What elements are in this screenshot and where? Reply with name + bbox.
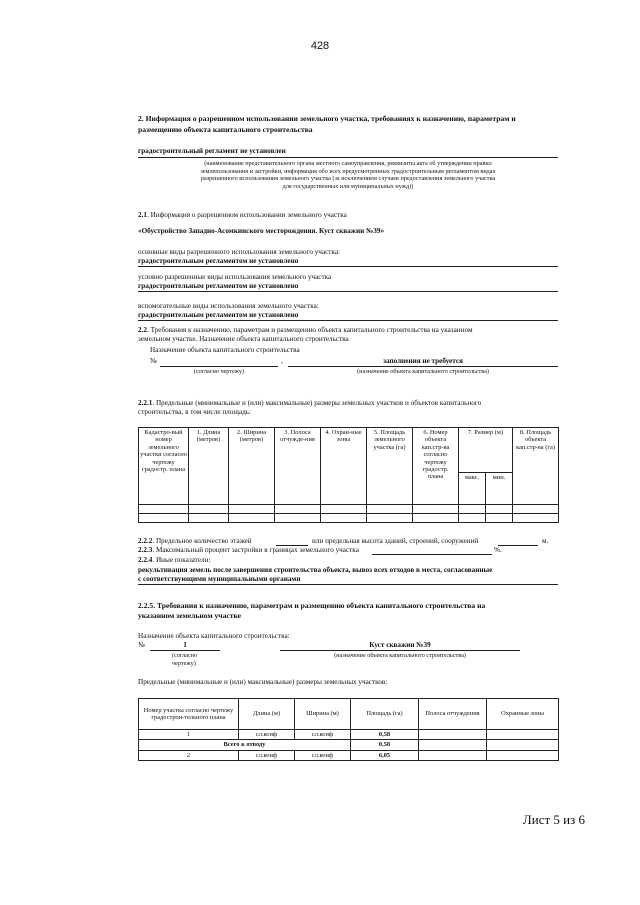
s221-header-cadastral: Кадастро-вый номер земельного участки согласно чертежу градостр. плана xyxy=(139,428,189,505)
s225-caption-left xyxy=(172,652,197,667)
section2-note-line4: для государственных или муниципальных нужд)) xyxy=(282,182,414,190)
s224-underline xyxy=(138,584,558,585)
s225-num-value: 1 xyxy=(183,641,187,649)
s221-text-line2: строительства, в том числе площадь: xyxy=(138,408,252,416)
section2-note-line1: (наименование представительного органа местного самоуправления, реквизиты акта об утверждении правил xyxy=(204,160,492,167)
s224-text: . Иные показатели: xyxy=(152,556,211,564)
s22-name-line xyxy=(288,366,558,367)
s225-row2-area: 6,05 xyxy=(351,750,419,760)
s225-row2-num: 2 xyxy=(139,750,239,760)
s225-row1-num: 1 xyxy=(139,730,239,740)
s225-row2-length: сл.конф xyxy=(239,750,295,760)
s223-num: 2.2.3 xyxy=(138,546,153,554)
s225-header-width: Ширина (м) xyxy=(295,699,351,730)
s224-heading xyxy=(138,556,210,565)
s225-object-value: Куст скважин №39 xyxy=(369,641,431,649)
page-number: 428 xyxy=(310,40,330,52)
s21-main-underline xyxy=(138,266,558,267)
s225-no: № xyxy=(138,641,145,649)
s225-row1-area: 0,58 xyxy=(351,730,419,740)
s225-title-line1: 2.2.5. Требования к назначению, параметрам и размещению объекта капитального строительства на xyxy=(138,601,486,610)
s221-table xyxy=(138,427,559,523)
s21-aux-label: вспомогательные виды использования земельного участка: xyxy=(138,302,319,310)
s22-name-label: Назначение объекта капитального строительства xyxy=(150,346,300,354)
s225-caption-left-line2: чертежу) xyxy=(172,659,196,667)
s21-main-label: основные виды разрешенного использования земельного участка: xyxy=(138,248,341,256)
s224-line1: рекультивация земель после завершения строительства объекта, вывоз всех отходов в места, согласованные xyxy=(138,566,493,574)
s222-unit: м. xyxy=(542,537,549,545)
s21-aux-value: градостроительным регламентом не установлено xyxy=(138,311,299,319)
s223-unit: %. xyxy=(494,546,502,554)
gradreg-underline xyxy=(138,157,558,158)
table-row xyxy=(139,730,559,740)
s21-main-value: градостроительным регламентом не установлено xyxy=(138,257,299,265)
sheet-footer: Лист 5 из 6 xyxy=(522,812,585,827)
s225-title-line2: указанном земельном участке xyxy=(138,611,242,620)
s22-caption-left: (согласно чертежу) xyxy=(193,368,245,375)
s221-header-protect: 4. Охран-ные зоны xyxy=(321,428,367,505)
s221-header-size: 7. Размер (м) xyxy=(459,428,513,473)
s225-limits-label: Предельные (минимальные и (или) максимальные) размеры земельных участков: xyxy=(138,678,388,686)
s225-number-line xyxy=(150,650,220,651)
s221-sub-max: макс. xyxy=(459,473,486,505)
s22-caption-right: (назначение объекта капитального строительства) xyxy=(357,368,489,375)
section2-note xyxy=(138,160,558,190)
s225-table xyxy=(138,698,559,761)
s22-comma: , xyxy=(281,357,283,365)
s222-num: 2.2.2 xyxy=(138,537,153,545)
s225-total-area: 0,58 xyxy=(351,740,419,750)
s225-header-length: Длина (м) xyxy=(239,699,295,730)
s221-header-object-area: 8. Площадь объекта кап.стр-ва (га) xyxy=(513,428,559,505)
s225-total-label: Всего к отводу xyxy=(139,740,351,750)
s225-header-protect: Охранные зоны xyxy=(487,699,559,730)
s224-num: 2.2.4 xyxy=(138,556,153,564)
s222-height-line xyxy=(498,545,538,546)
s225-caption-left-line1: (согласно xyxy=(172,652,198,659)
s221-num: 2.2.1 xyxy=(138,399,153,407)
s222-text: . Предельное количество этажей xyxy=(152,537,252,545)
s225-caption-right: (назначение объекта капитального строительства) xyxy=(334,652,466,659)
s223-text: . Максимальный процент застройки в границах земельного участка xyxy=(152,546,359,554)
s225-row1-width: сл.конф xyxy=(295,730,351,740)
table-row xyxy=(139,505,559,514)
s21-cond-value: градостроительным регламентом не установлено xyxy=(138,282,299,290)
section2-note-line3: разрешенного использования земельного участка (за исключением случаев предоставления земельного участка xyxy=(200,175,496,182)
s223-percent-line xyxy=(372,554,492,555)
s221-header-strip: 3. Полоса отчужде-ния xyxy=(275,428,321,505)
s224-line2: с соответствующими муниципальными органами xyxy=(138,575,301,583)
s21-cond-underline xyxy=(138,291,558,292)
s22-fill-value: заполнения не требуется xyxy=(383,357,463,365)
s21-object: «Обустройство Западно-Асомкинского месторождения. Куст скважин №39» xyxy=(138,227,385,235)
s221-header-object-number: 6. Номер объекта кап.стр-ва согласно чертежу градостр. плана xyxy=(413,428,459,505)
s22-no: № xyxy=(150,357,157,365)
s221-header-length: 1. Длина (метров) xyxy=(189,428,229,505)
s221-sub-min: мин. xyxy=(486,473,513,505)
s22-text: . Требования к назначению, параметрам и размещению объекта капитального строительства на указанном xyxy=(146,326,473,334)
section2-note-line2: землепользования и застройки, информация обо всех предусмотренных градостроительным регламентом видах xyxy=(200,167,496,175)
s22-text-line1 xyxy=(138,326,473,335)
s21-text: . Информация о разрешенном использовании земельного участка xyxy=(146,211,347,219)
gradreg-value: градостроительный регламент не установлен xyxy=(138,147,286,155)
s221-header-width: 2. Ширина (метров) xyxy=(229,428,275,505)
section2-title-line2: размещению объекта капитального строительства xyxy=(138,125,313,134)
s222-line xyxy=(138,537,252,546)
table-row xyxy=(139,740,559,750)
s22-number-line xyxy=(160,366,278,367)
s225-name-line xyxy=(280,650,520,651)
s225-row2-width: сл.конф xyxy=(295,750,351,760)
s21-aux-underline xyxy=(138,320,558,321)
s221-header-area: 5. Площадь земельного участка (га) xyxy=(367,428,413,505)
s222-mid: или предельная высота зданий, строений, сооружений xyxy=(312,537,479,545)
s225-header-strip: Полоса отчуждения xyxy=(419,699,487,730)
s21-num: 2.1 xyxy=(138,211,147,219)
s225-row1-length: сл.конф xyxy=(239,730,295,740)
s21-cond-label: условно разрешенные виды использования земельного участка xyxy=(138,273,332,281)
s225-header-area: Площадь (га) xyxy=(351,699,419,730)
s22-text-line2: земельном участке. Назначение объекта капитального строительства xyxy=(138,335,349,343)
s221-text-line1 xyxy=(138,399,481,408)
s22-num: 2.2 xyxy=(138,326,147,334)
s225-header-plot-number: Номер участка согласно чертежу градострои-тельного плана xyxy=(139,699,239,730)
s225-name-label: Назначение объекта капитального строительства: xyxy=(138,632,290,640)
s221-text: . Предельные (минимальные и (или) максимальные) размеры земельных участков и объектов капитального xyxy=(152,399,482,407)
table-row xyxy=(139,750,559,760)
section2-title-line1: 2. Информация о разрешенном использовании земельного участка, требованиях к назначению, параметрам и xyxy=(138,114,516,123)
table-row xyxy=(139,514,559,523)
s223-line xyxy=(138,546,359,555)
s21-heading xyxy=(138,211,347,220)
